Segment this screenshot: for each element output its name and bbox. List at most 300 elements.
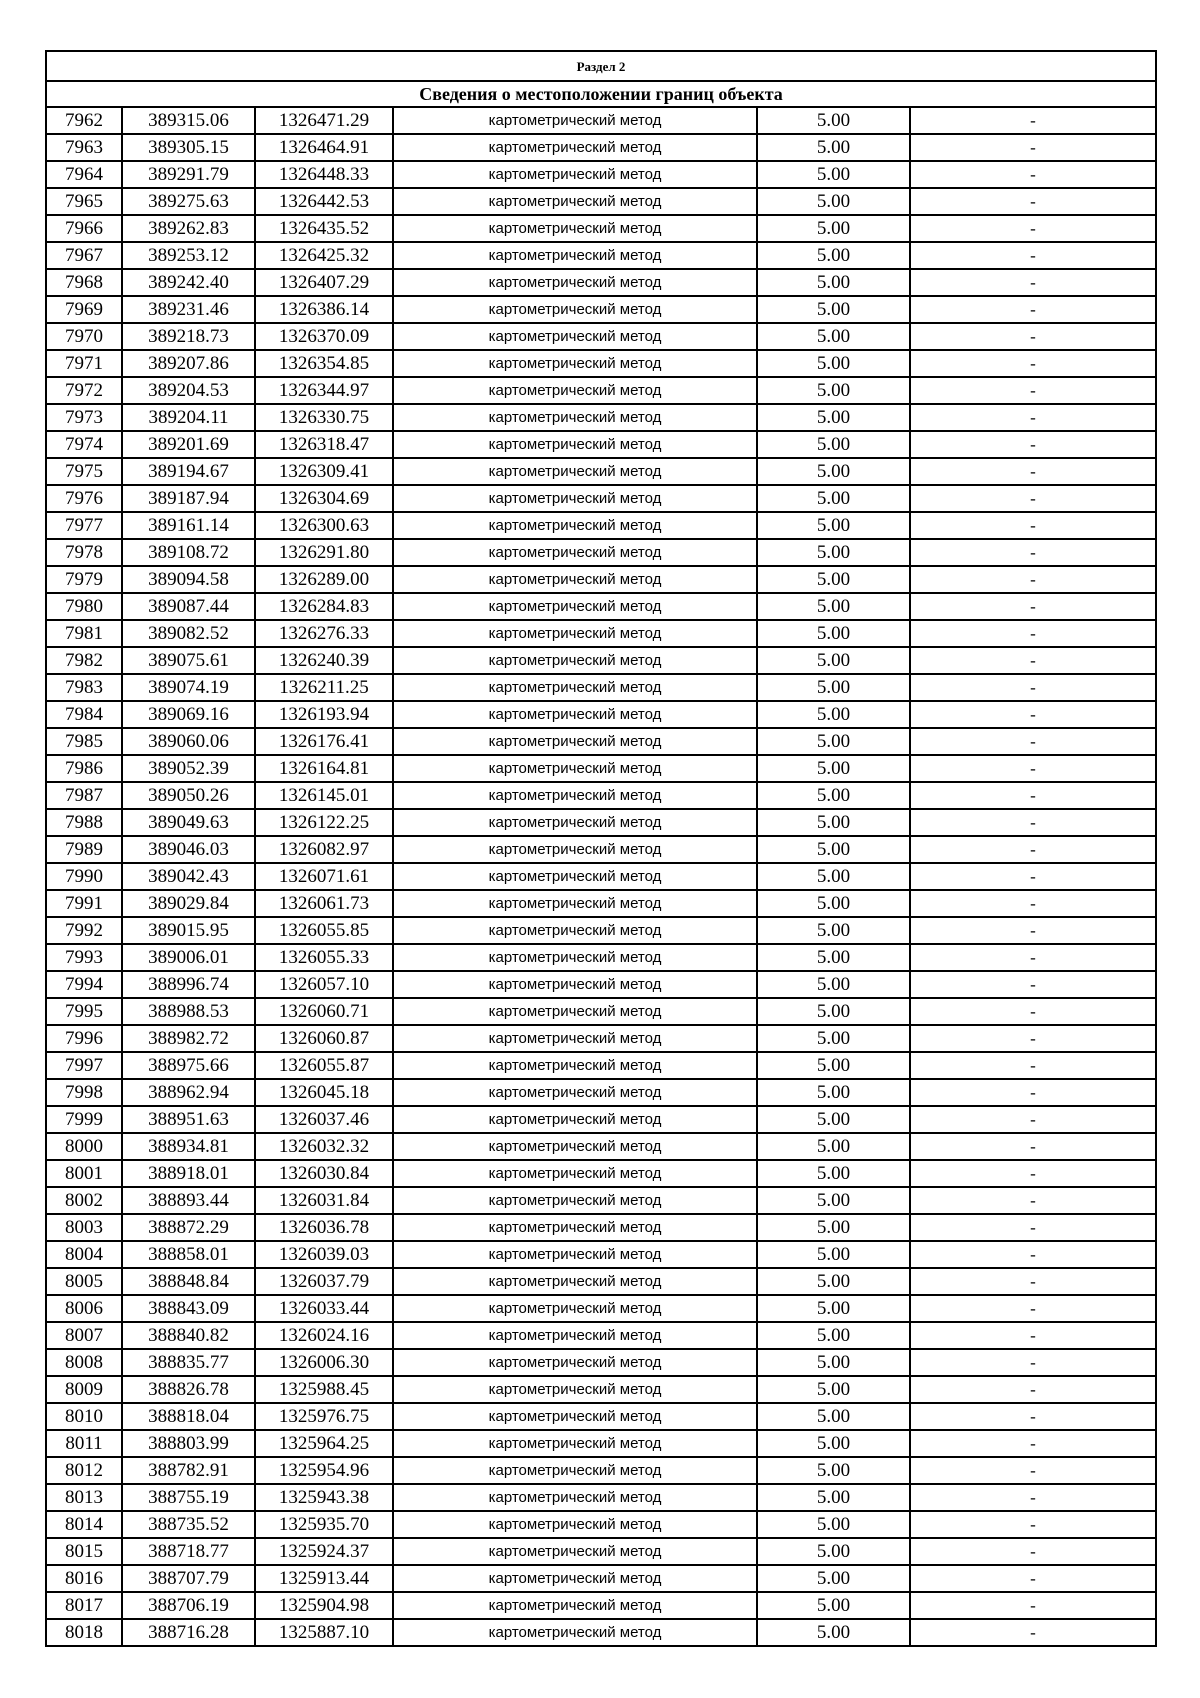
coordinate-y-cell: 1325887.10: [255, 1619, 393, 1646]
point-number-cell: 7985: [46, 728, 122, 755]
coordinate-x-cell: 389074.19: [122, 674, 255, 701]
method-cell: картометрический метод: [393, 593, 757, 620]
coordinate-x-cell: 388755.19: [122, 1484, 255, 1511]
point-number-cell: 8013: [46, 1484, 122, 1511]
point-description-cell: -: [910, 1403, 1156, 1430]
point-number-cell: 7984: [46, 701, 122, 728]
coordinate-x-cell: 388996.74: [122, 971, 255, 998]
table-row: [46, 431, 1156, 458]
coordinate-x-cell: 389201.69: [122, 431, 255, 458]
point-number-cell: 8003: [46, 1214, 122, 1241]
point-number-cell: 8000: [46, 1133, 122, 1160]
coordinate-y-cell: 1326024.16: [255, 1322, 393, 1349]
coordinate-x-cell: 388840.82: [122, 1322, 255, 1349]
coordinate-y-cell: 1326425.32: [255, 242, 393, 269]
coordinate-x-cell: 389262.83: [122, 215, 255, 242]
coordinate-x-cell: 389242.40: [122, 269, 255, 296]
coordinate-x-cell: 389049.63: [122, 809, 255, 836]
accuracy-cell: 5.00: [757, 809, 910, 836]
coordinate-x-cell: 388988.53: [122, 998, 255, 1025]
method-cell: картометрический метод: [393, 188, 757, 215]
method-cell: картометрический метод: [393, 944, 757, 971]
point-description-cell: -: [910, 485, 1156, 512]
coordinate-x-cell: 388962.94: [122, 1079, 255, 1106]
coordinate-x-cell: 388934.81: [122, 1133, 255, 1160]
point-description-cell: -: [910, 1538, 1156, 1565]
accuracy-cell: 5.00: [757, 701, 910, 728]
coordinate-y-cell: 1326276.33: [255, 620, 393, 647]
point-number-cell: 7969: [46, 296, 122, 323]
point-description-cell: -: [910, 728, 1156, 755]
point-number-cell: 7974: [46, 431, 122, 458]
point-number-cell: 7970: [46, 323, 122, 350]
coordinate-x-cell: 389042.43: [122, 863, 255, 890]
coordinate-y-cell: 1326033.44: [255, 1295, 393, 1322]
point-number-cell: 7988: [46, 809, 122, 836]
method-cell: картометрический метод: [393, 1106, 757, 1133]
method-cell: картометрический метод: [393, 1592, 757, 1619]
coordinate-y-cell: 1326176.41: [255, 728, 393, 755]
point-number-cell: 8016: [46, 1565, 122, 1592]
coordinate-y-cell: 1325943.38: [255, 1484, 393, 1511]
method-cell: картометрический метод: [393, 485, 757, 512]
accuracy-cell: 5.00: [757, 485, 910, 512]
coordinate-y-cell: 1326354.85: [255, 350, 393, 377]
point-number-cell: 7986: [46, 755, 122, 782]
table-row: [46, 1619, 1156, 1646]
point-description-cell: -: [910, 1511, 1156, 1538]
point-description-cell: -: [910, 1349, 1156, 1376]
point-description-cell: -: [910, 998, 1156, 1025]
accuracy-cell: 5.00: [757, 1160, 910, 1187]
coordinate-x-cell: 389046.03: [122, 836, 255, 863]
accuracy-cell: 5.00: [757, 890, 910, 917]
method-cell: картометрический метод: [393, 1322, 757, 1349]
point-description-cell: -: [910, 593, 1156, 620]
coordinate-y-cell: 1326304.69: [255, 485, 393, 512]
method-cell: картометрический метод: [393, 350, 757, 377]
coordinate-x-cell: 388951.63: [122, 1106, 255, 1133]
coordinate-x-cell: 389218.73: [122, 323, 255, 350]
point-description-cell: -: [910, 188, 1156, 215]
method-cell: картометрический метод: [393, 323, 757, 350]
point-number-cell: 8004: [46, 1241, 122, 1268]
accuracy-cell: 5.00: [757, 917, 910, 944]
accuracy-cell: 5.00: [757, 350, 910, 377]
method-cell: картометрический метод: [393, 890, 757, 917]
coordinate-x-cell: 389087.44: [122, 593, 255, 620]
table-row: [46, 917, 1156, 944]
point-number-cell: 7996: [46, 1025, 122, 1052]
point-number-cell: 7999: [46, 1106, 122, 1133]
coordinate-y-cell: 1326318.47: [255, 431, 393, 458]
point-description-cell: -: [910, 971, 1156, 998]
point-number-cell: 7991: [46, 890, 122, 917]
point-number-cell: 8012: [46, 1457, 122, 1484]
point-number-cell: 7990: [46, 863, 122, 890]
method-cell: картометрический метод: [393, 1619, 757, 1646]
coordinate-y-cell: 1326464.91: [255, 134, 393, 161]
accuracy-cell: 5.00: [757, 1106, 910, 1133]
point-description-cell: -: [910, 647, 1156, 674]
coordinate-x-cell: 388918.01: [122, 1160, 255, 1187]
point-description-cell: -: [910, 863, 1156, 890]
method-cell: картометрический метод: [393, 782, 757, 809]
table-row: [46, 1376, 1156, 1403]
point-number-cell: 8007: [46, 1322, 122, 1349]
point-number-cell: 8014: [46, 1511, 122, 1538]
point-number-cell: 7998: [46, 1079, 122, 1106]
table-row: [46, 620, 1156, 647]
point-description-cell: -: [910, 1133, 1156, 1160]
coordinate-x-cell: 388858.01: [122, 1241, 255, 1268]
coordinate-x-cell: 388843.09: [122, 1295, 255, 1322]
method-cell: картометрический метод: [393, 107, 757, 134]
table-row: [46, 458, 1156, 485]
table-row: [46, 1268, 1156, 1295]
accuracy-cell: 5.00: [757, 647, 910, 674]
coordinate-x-cell: 389050.26: [122, 782, 255, 809]
table-row: [46, 971, 1156, 998]
point-description-cell: -: [910, 1079, 1156, 1106]
coordinate-x-cell: 389187.94: [122, 485, 255, 512]
coordinate-y-cell: 1326370.09: [255, 323, 393, 350]
point-description-cell: -: [910, 458, 1156, 485]
accuracy-cell: 5.00: [757, 836, 910, 863]
point-description-cell: -: [910, 134, 1156, 161]
coordinate-y-cell: 1326061.73: [255, 890, 393, 917]
coordinate-x-cell: 389305.15: [122, 134, 255, 161]
point-number-cell: 7967: [46, 242, 122, 269]
accuracy-cell: 5.00: [757, 1538, 910, 1565]
table-row: [46, 1322, 1156, 1349]
point-number-cell: 8009: [46, 1376, 122, 1403]
method-cell: картометрический метод: [393, 1214, 757, 1241]
point-description-cell: -: [910, 296, 1156, 323]
coordinate-y-cell: 1325904.98: [255, 1592, 393, 1619]
point-description-cell: -: [910, 377, 1156, 404]
coordinate-x-cell: 388818.04: [122, 1403, 255, 1430]
coordinate-y-cell: 1326082.97: [255, 836, 393, 863]
coordinate-x-cell: 388707.79: [122, 1565, 255, 1592]
coordinate-y-cell: 1326330.75: [255, 404, 393, 431]
coordinate-x-cell: 388782.91: [122, 1457, 255, 1484]
method-cell: картометрический метод: [393, 998, 757, 1025]
coordinate-x-cell: 389075.61: [122, 647, 255, 674]
coordinate-y-cell: 1326448.33: [255, 161, 393, 188]
accuracy-cell: 5.00: [757, 1619, 910, 1646]
coordinate-y-cell: 1326060.87: [255, 1025, 393, 1052]
table-row: [46, 107, 1156, 134]
coordinate-x-cell: 388826.78: [122, 1376, 255, 1403]
point-description-cell: -: [910, 1376, 1156, 1403]
accuracy-cell: 5.00: [757, 1187, 910, 1214]
table-row: [46, 755, 1156, 782]
accuracy-cell: 5.00: [757, 188, 910, 215]
coordinate-x-cell: 389291.79: [122, 161, 255, 188]
table-row: [46, 647, 1156, 674]
accuracy-cell: 5.00: [757, 1214, 910, 1241]
table-row: [46, 134, 1156, 161]
table-row: [46, 161, 1156, 188]
coordinate-y-cell: 1326031.84: [255, 1187, 393, 1214]
table-row: [46, 1106, 1156, 1133]
coordinate-y-cell: 1326071.61: [255, 863, 393, 890]
table-row: [46, 242, 1156, 269]
point-description-cell: -: [910, 944, 1156, 971]
table-subtitle: Сведения о местоположении границ объекта: [46, 81, 1156, 107]
table-row: [46, 485, 1156, 512]
coordinate-x-cell: 388872.29: [122, 1214, 255, 1241]
point-description-cell: -: [910, 404, 1156, 431]
accuracy-cell: 5.00: [757, 1322, 910, 1349]
method-cell: картометрический метод: [393, 863, 757, 890]
subtitle-row: [46, 81, 1156, 107]
coordinate-x-cell: 389275.63: [122, 188, 255, 215]
table-row: [46, 593, 1156, 620]
point-description-cell: -: [910, 890, 1156, 917]
accuracy-cell: 5.00: [757, 944, 910, 971]
method-cell: картометрический метод: [393, 647, 757, 674]
accuracy-cell: 5.00: [757, 1241, 910, 1268]
point-description-cell: -: [910, 242, 1156, 269]
method-cell: картометрический метод: [393, 620, 757, 647]
point-description-cell: -: [910, 620, 1156, 647]
accuracy-cell: 5.00: [757, 566, 910, 593]
method-cell: картометрический метод: [393, 1511, 757, 1538]
accuracy-cell: 5.00: [757, 1403, 910, 1430]
accuracy-cell: 5.00: [757, 512, 910, 539]
accuracy-cell: 5.00: [757, 863, 910, 890]
point-number-cell: 8006: [46, 1295, 122, 1322]
point-number-cell: 8001: [46, 1160, 122, 1187]
method-cell: картометрический метод: [393, 458, 757, 485]
point-description-cell: -: [910, 1187, 1156, 1214]
boundary-table: [45, 50, 1157, 1647]
point-number-cell: 7963: [46, 134, 122, 161]
coordinate-x-cell: 389060.06: [122, 728, 255, 755]
method-cell: картометрический метод: [393, 1538, 757, 1565]
method-cell: картометрический метод: [393, 836, 757, 863]
coordinate-x-cell: 389082.52: [122, 620, 255, 647]
point-description-cell: -: [910, 1160, 1156, 1187]
point-number-cell: 7973: [46, 404, 122, 431]
point-number-cell: 7975: [46, 458, 122, 485]
point-number-cell: 7994: [46, 971, 122, 998]
method-cell: картометрический метод: [393, 1133, 757, 1160]
point-number-cell: 8010: [46, 1403, 122, 1430]
method-cell: картометрический метод: [393, 296, 757, 323]
accuracy-cell: 5.00: [757, 971, 910, 998]
point-number-cell: 7977: [46, 512, 122, 539]
table-row: [46, 728, 1156, 755]
accuracy-cell: 5.00: [757, 269, 910, 296]
method-cell: картометрический метод: [393, 161, 757, 188]
point-number-cell: 7983: [46, 674, 122, 701]
coordinate-y-cell: 1326055.87: [255, 1052, 393, 1079]
method-cell: картометрический метод: [393, 1484, 757, 1511]
accuracy-cell: 5.00: [757, 1430, 910, 1457]
point-number-cell: 7964: [46, 161, 122, 188]
accuracy-cell: 5.00: [757, 782, 910, 809]
coordinate-y-cell: 1326193.94: [255, 701, 393, 728]
accuracy-cell: 5.00: [757, 1025, 910, 1052]
point-number-cell: 7995: [46, 998, 122, 1025]
point-description-cell: -: [910, 1430, 1156, 1457]
point-number-cell: 7968: [46, 269, 122, 296]
coordinate-x-cell: 388716.28: [122, 1619, 255, 1646]
coordinate-y-cell: 1325988.45: [255, 1376, 393, 1403]
table-row: [46, 998, 1156, 1025]
point-description-cell: -: [910, 1295, 1156, 1322]
method-cell: картометрический метод: [393, 1430, 757, 1457]
coordinate-x-cell: 389207.86: [122, 350, 255, 377]
coordinate-y-cell: 1326284.83: [255, 593, 393, 620]
accuracy-cell: 5.00: [757, 161, 910, 188]
point-number-cell: 8015: [46, 1538, 122, 1565]
coordinate-y-cell: 1326407.29: [255, 269, 393, 296]
accuracy-cell: 5.00: [757, 539, 910, 566]
coordinate-y-cell: 1326039.03: [255, 1241, 393, 1268]
coordinate-x-cell: 389029.84: [122, 890, 255, 917]
method-cell: картометрический метод: [393, 1565, 757, 1592]
table-row: [46, 701, 1156, 728]
table-row: [46, 890, 1156, 917]
section-header-row: [46, 51, 1156, 81]
accuracy-cell: 5.00: [757, 674, 910, 701]
accuracy-cell: 5.00: [757, 323, 910, 350]
coordinate-x-cell: 388982.72: [122, 1025, 255, 1052]
coordinate-y-cell: 1325935.70: [255, 1511, 393, 1538]
point-description-cell: -: [910, 269, 1156, 296]
coordinate-y-cell: 1326060.71: [255, 998, 393, 1025]
method-cell: картометрический метод: [393, 809, 757, 836]
coordinate-x-cell: 389006.01: [122, 944, 255, 971]
accuracy-cell: 5.00: [757, 728, 910, 755]
method-cell: картометрический метод: [393, 377, 757, 404]
coordinate-y-cell: 1326032.32: [255, 1133, 393, 1160]
coordinate-y-cell: 1326211.25: [255, 674, 393, 701]
method-cell: картометрический метод: [393, 1376, 757, 1403]
table-row: [46, 1538, 1156, 1565]
table-row: [46, 1430, 1156, 1457]
coordinate-y-cell: 1326344.97: [255, 377, 393, 404]
method-cell: картометрический метод: [393, 971, 757, 998]
method-cell: картометрический метод: [393, 1349, 757, 1376]
accuracy-cell: 5.00: [757, 404, 910, 431]
coordinate-y-cell: 1326045.18: [255, 1079, 393, 1106]
accuracy-cell: 5.00: [757, 458, 910, 485]
coordinate-y-cell: 1326037.46: [255, 1106, 393, 1133]
point-description-cell: -: [910, 512, 1156, 539]
table-row: [46, 1349, 1156, 1376]
accuracy-cell: 5.00: [757, 1376, 910, 1403]
point-description-cell: -: [910, 1268, 1156, 1295]
accuracy-cell: 5.00: [757, 1511, 910, 1538]
method-cell: картометрический метод: [393, 674, 757, 701]
point-number-cell: 7965: [46, 188, 122, 215]
table-row: [46, 1241, 1156, 1268]
table-row: [46, 1565, 1156, 1592]
coordinate-y-cell: 1326471.29: [255, 107, 393, 134]
point-number-cell: 7993: [46, 944, 122, 971]
coordinate-y-cell: 1326145.01: [255, 782, 393, 809]
method-cell: картометрический метод: [393, 1079, 757, 1106]
point-description-cell: -: [910, 1241, 1156, 1268]
table-row: [46, 1052, 1156, 1079]
coordinate-x-cell: 389194.67: [122, 458, 255, 485]
accuracy-cell: 5.00: [757, 431, 910, 458]
point-number-cell: 7971: [46, 350, 122, 377]
accuracy-cell: 5.00: [757, 1592, 910, 1619]
method-cell: картометрический метод: [393, 242, 757, 269]
coordinate-y-cell: 1326055.85: [255, 917, 393, 944]
method-cell: картометрический метод: [393, 701, 757, 728]
accuracy-cell: 5.00: [757, 620, 910, 647]
table-row: [46, 269, 1156, 296]
table-row: [46, 539, 1156, 566]
point-description-cell: -: [910, 1592, 1156, 1619]
point-number-cell: 7992: [46, 917, 122, 944]
coordinate-y-cell: 1326386.14: [255, 296, 393, 323]
method-cell: картометрический метод: [393, 1268, 757, 1295]
table-row: [46, 188, 1156, 215]
table-row: [46, 1079, 1156, 1106]
table-row: [46, 377, 1156, 404]
accuracy-cell: 5.00: [757, 1268, 910, 1295]
point-description-cell: -: [910, 1322, 1156, 1349]
table-row: [46, 1511, 1156, 1538]
coordinate-x-cell: 388735.52: [122, 1511, 255, 1538]
coordinate-y-cell: 1326300.63: [255, 512, 393, 539]
coordinate-y-cell: 1326309.41: [255, 458, 393, 485]
accuracy-cell: 5.00: [757, 1457, 910, 1484]
table-row: [46, 863, 1156, 890]
coordinate-y-cell: 1326036.78: [255, 1214, 393, 1241]
coordinate-y-cell: 1326289.00: [255, 566, 393, 593]
accuracy-cell: 5.00: [757, 242, 910, 269]
coordinate-x-cell: 389204.53: [122, 377, 255, 404]
table-row: [46, 1025, 1156, 1052]
point-number-cell: 7972: [46, 377, 122, 404]
accuracy-cell: 5.00: [757, 755, 910, 782]
coordinate-x-cell: 389108.72: [122, 539, 255, 566]
point-description-cell: -: [910, 107, 1156, 134]
method-cell: картометрический метод: [393, 512, 757, 539]
coordinate-y-cell: 1326037.79: [255, 1268, 393, 1295]
point-description-cell: -: [910, 1619, 1156, 1646]
point-description-cell: -: [910, 1052, 1156, 1079]
point-number-cell: 7980: [46, 593, 122, 620]
method-cell: картометрический метод: [393, 1241, 757, 1268]
point-description-cell: -: [910, 1106, 1156, 1133]
accuracy-cell: 5.00: [757, 215, 910, 242]
point-number-cell: 8008: [46, 1349, 122, 1376]
coordinate-x-cell: 389231.46: [122, 296, 255, 323]
coordinate-x-cell: 388835.77: [122, 1349, 255, 1376]
accuracy-cell: 5.00: [757, 1133, 910, 1160]
table-row: [46, 782, 1156, 809]
point-number-cell: 8017: [46, 1592, 122, 1619]
point-description-cell: -: [910, 674, 1156, 701]
coordinate-y-cell: 1326057.10: [255, 971, 393, 998]
coordinate-x-cell: 389015.95: [122, 917, 255, 944]
table-row: [46, 836, 1156, 863]
point-number-cell: 7966: [46, 215, 122, 242]
table-row: [46, 296, 1156, 323]
point-description-cell: -: [910, 539, 1156, 566]
point-description-cell: -: [910, 350, 1156, 377]
